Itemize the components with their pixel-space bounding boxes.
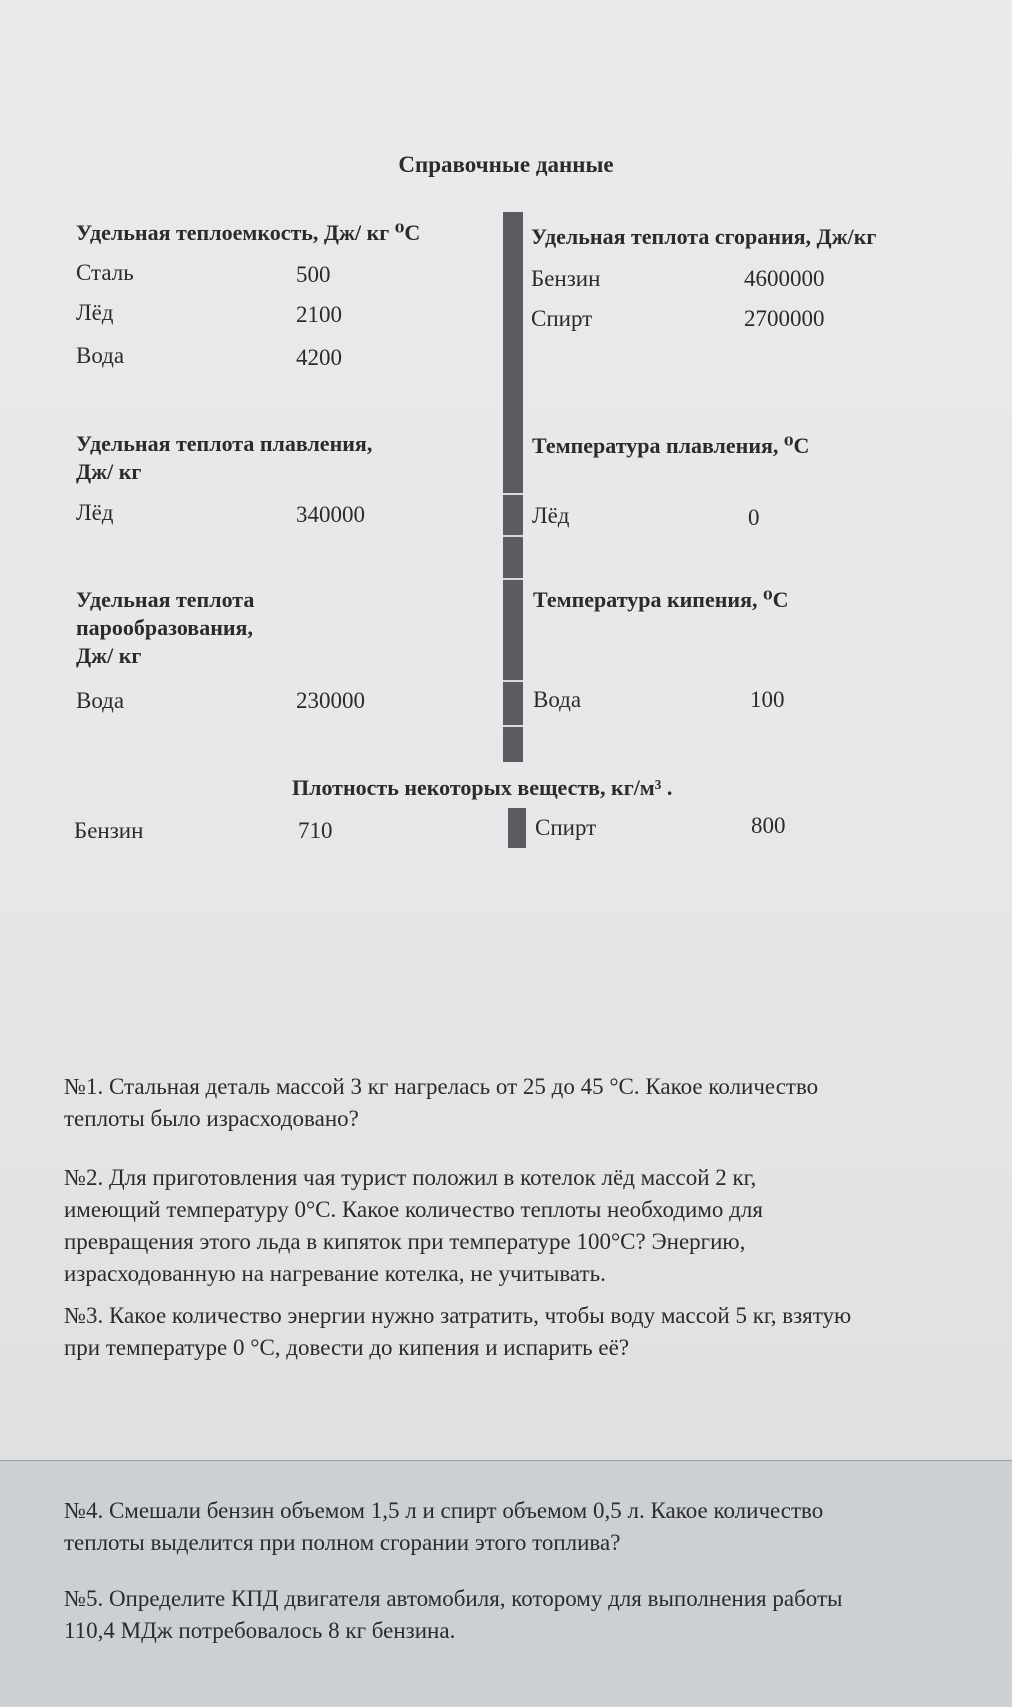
heat-capacity-value: 2100 bbox=[296, 302, 342, 327]
task-4 bbox=[64, 1495, 964, 1559]
vaporization-value: 230000 bbox=[296, 688, 365, 713]
heat-capacity-value: 4200 bbox=[296, 345, 342, 370]
task-line: израсходованную на нагревание котелка, не учитывать. bbox=[64, 1261, 606, 1286]
boiling-temp-header: Температура кипения, ⁰С bbox=[533, 587, 789, 612]
task-line: №4. Смешали бензин объемом 1,5 л и спирт объемом 0,5 л. Какое количество bbox=[64, 1498, 824, 1523]
heat-capacity-name: Сталь bbox=[76, 260, 134, 285]
divider-gap bbox=[503, 493, 523, 495]
boiling-temp-value: 100 bbox=[750, 687, 785, 712]
task-line: превращения этого льда в кипяток при температуре 100°С? Энергию, bbox=[64, 1229, 746, 1254]
density-value: 800 bbox=[751, 813, 786, 838]
heat-capacity-name: Вода bbox=[76, 343, 125, 368]
combustion-value: 2700000 bbox=[744, 306, 825, 331]
task-3 bbox=[64, 1300, 984, 1364]
combustion-value: 4600000 bbox=[744, 266, 825, 291]
melting-temp-header: Температура плавления, ⁰С bbox=[532, 433, 810, 458]
melting-temp-value: 0 bbox=[748, 505, 760, 530]
density-header: Плотность некоторых веществ, кг/м³ . bbox=[292, 775, 673, 800]
task-2 bbox=[64, 1162, 964, 1290]
vaporization-header: Дж/ кг bbox=[76, 643, 142, 668]
heat-capacity-name: Лёд bbox=[76, 300, 114, 325]
task-line: теплоты было израсходовано? bbox=[64, 1106, 359, 1131]
heat-capacity-header: Удельная теплоемкость, Дж/ кг ⁰С bbox=[76, 220, 421, 245]
task-line: №2. Для приготовления чая турист положил в котелок лёд массой 2 кг, bbox=[64, 1165, 757, 1190]
density-divider bbox=[508, 808, 526, 848]
divider-gap bbox=[503, 535, 523, 537]
task-line: 110,4 МДж потребовалось 8 кг бензина. bbox=[64, 1618, 456, 1643]
combustion-name: Спирт bbox=[531, 306, 593, 331]
vaporization-header: Удельная теплота bbox=[76, 587, 255, 612]
density-value: 710 bbox=[298, 818, 333, 843]
task-line: имеющий температуру 0°С. Какое количество теплоты необходимо для bbox=[64, 1197, 763, 1222]
task-line: теплоты выделится при полном сгорании этого топлива? bbox=[64, 1530, 621, 1555]
melting-heat-header: Удельная теплота плавления, bbox=[76, 431, 373, 456]
page-title: Справочные данные bbox=[398, 152, 614, 177]
heat-capacity-value: 500 bbox=[296, 262, 331, 287]
density-name: Спирт bbox=[535, 815, 597, 840]
melting-heat-name: Лёд bbox=[76, 500, 114, 525]
task-line: №3. Какое количество энергии нужно затратить, чтобы воду массой 5 кг, взятую bbox=[64, 1303, 852, 1328]
task-line: при температуре 0 °С, довести до кипения и испарить её? bbox=[64, 1335, 630, 1360]
task-1 bbox=[64, 1071, 964, 1135]
divider-gap bbox=[503, 578, 523, 580]
density-name: Бензин bbox=[74, 818, 144, 843]
boiling-temp-name: Вода bbox=[533, 687, 582, 712]
task-5 bbox=[64, 1583, 964, 1647]
vaporization-header: парообразования, bbox=[76, 615, 253, 640]
melting-temp-name: Лёд bbox=[532, 503, 570, 528]
vaporization-name: Вода bbox=[76, 688, 125, 713]
divider-gap bbox=[503, 725, 523, 727]
divider-gap bbox=[503, 680, 523, 682]
combustion-header: Удельная теплота сгорания, Дж/кг bbox=[531, 224, 877, 249]
task-line: №1. Стальная деталь массой 3 кг нагрелась от 25 до 45 °С. Какое количество bbox=[64, 1074, 819, 1099]
task-line: №5. Определите КПД двигателя автомобиля, которому для выполнения работы bbox=[64, 1586, 843, 1611]
melting-heat-header: Дж/ кг bbox=[76, 459, 142, 484]
melting-heat-value: 340000 bbox=[296, 502, 365, 527]
combustion-name: Бензин bbox=[531, 266, 601, 291]
